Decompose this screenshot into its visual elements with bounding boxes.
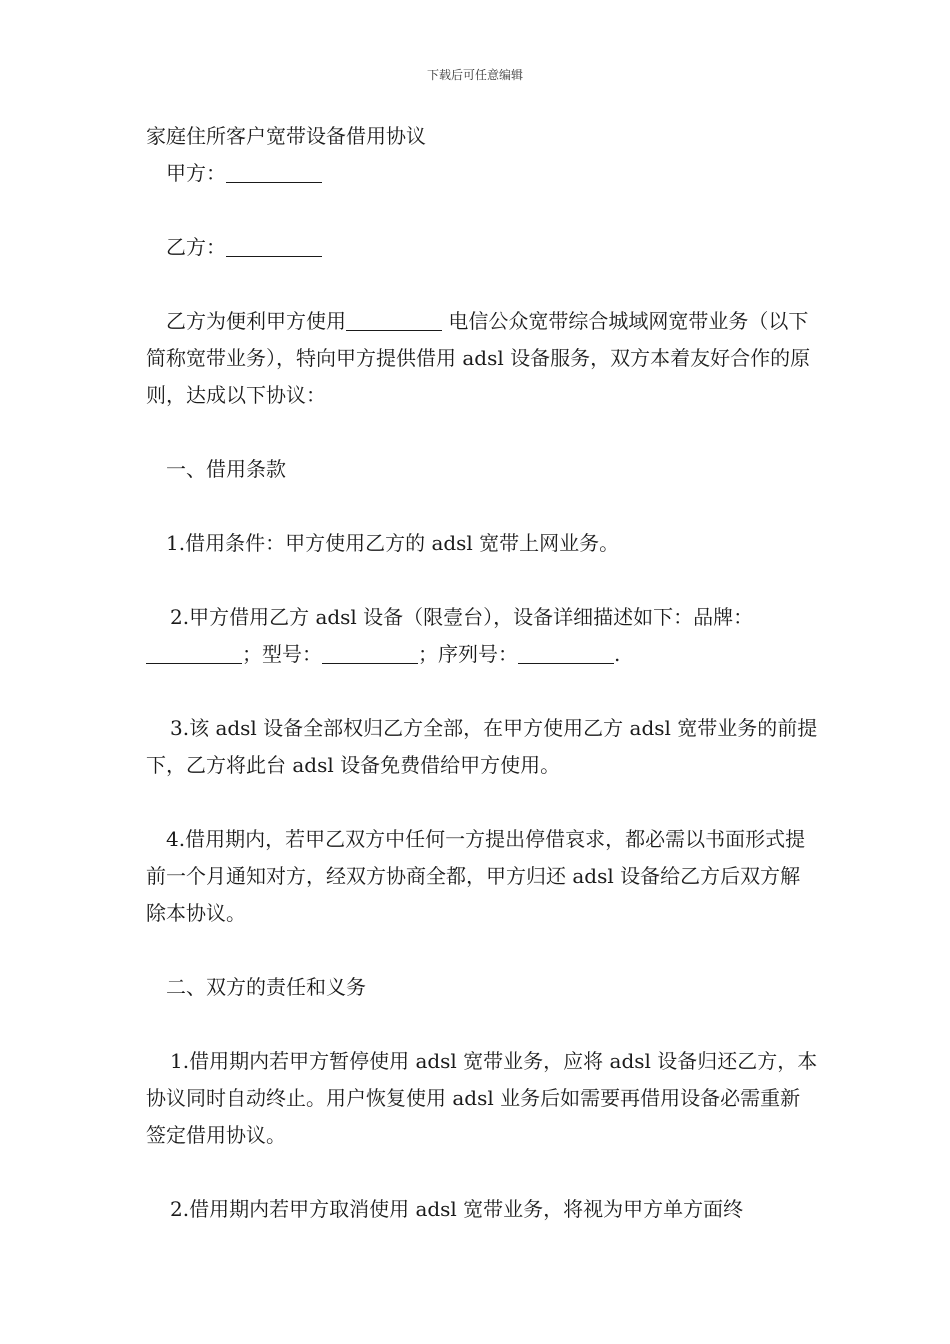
spacer: [146, 414, 818, 451]
spacer: [146, 192, 818, 229]
model-label: ；型号：: [242, 642, 322, 666]
clause-1-2-end: .: [614, 642, 621, 666]
model-blank: [322, 643, 418, 664]
spacer: [146, 1006, 818, 1043]
spacer: [146, 673, 818, 710]
brand-blank: [146, 643, 242, 664]
spacer: [146, 266, 818, 303]
service-blank: [346, 310, 442, 331]
party-b-line: [146, 229, 818, 266]
party-a-line: [146, 155, 818, 192]
party-a-blank: [226, 162, 322, 183]
spacer: [146, 488, 818, 525]
clause-2-2: 2.借用期内若甲方取消使用 adsl 宽带业务，将视为甲方单方面终: [170, 1197, 744, 1221]
party-a-label: 甲方：: [166, 161, 226, 185]
clause-1-3: 3.该 adsl 设备全部权归乙方全部，在甲方使用乙方 adsl 宽带业务的前提下，乙方将此台 adsl 设备免费借给甲方使用。: [146, 716, 818, 777]
clause-1-2-text: 2.甲方借用乙方 adsl 设备（限壹台），设备详细描述如下：品牌：: [170, 605, 754, 629]
document-body: [146, 118, 818, 1228]
spacer: [146, 784, 818, 821]
spacer: [146, 562, 818, 599]
serial-label: ；序列号：: [418, 642, 518, 666]
party-b-label: 乙方：: [166, 235, 226, 259]
clause-1-1: 1.借用条件：甲方使用乙方的 adsl 宽带上网业务。: [166, 531, 620, 555]
clause-1-4: 4.借用期内，若甲乙双方中任何一方提出停借哀求，都必需以书面形式提前一个月通知对方，经双方协商全都，甲方归还 adsl 设备给乙方后双方解除本协议。: [146, 827, 806, 925]
document-title: 家庭住所客户宽带设备借用协议: [146, 124, 426, 148]
page-header: 下载后可任意编辑: [426, 68, 523, 82]
section-heading-2: 二、双方的责任和义务: [166, 975, 366, 999]
section-heading-1: 一、借用条款: [166, 457, 286, 481]
spacer: [146, 1154, 818, 1191]
intro-text-post: 电信公众宽带综合城域网宽带业务（以下简称宽带业务），特向甲方提供借用 adsl 设备服务，双方本着友好合作的原则，达成以下协议：: [146, 309, 811, 407]
clause-1-2: [146, 599, 818, 673]
party-b-blank: [226, 236, 322, 257]
clause-2-1: 1.借用期内若甲方暂停使用 adsl 宽带业务，应将 adsl 设备归还乙方，本协议同时自动终止。用户恢复使用 adsl 业务后如需要再借用设备必需重新签定借用协议。: [146, 1049, 818, 1147]
serial-blank: [518, 643, 614, 664]
intro-text-pre: 乙方为便利甲方使用: [166, 309, 346, 333]
intro-paragraph: [146, 303, 818, 414]
spacer: [146, 932, 818, 969]
